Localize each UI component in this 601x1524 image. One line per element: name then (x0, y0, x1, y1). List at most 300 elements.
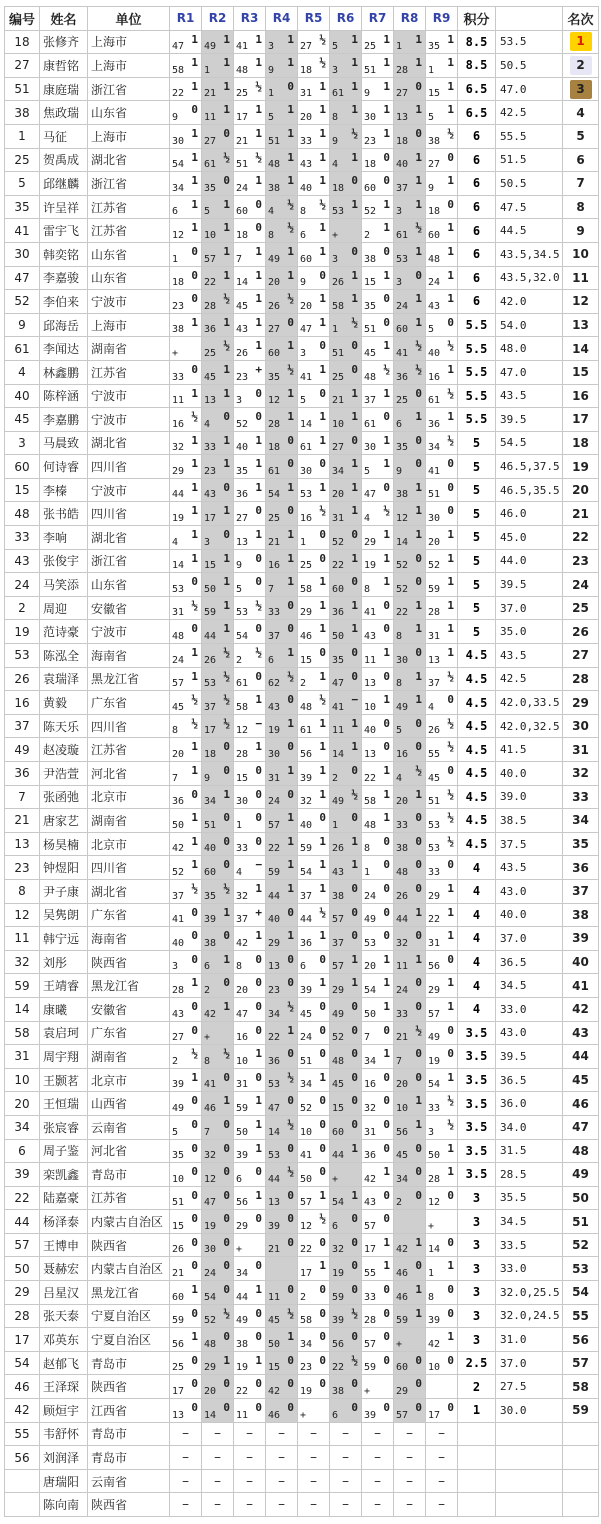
opponent-number: 19 (364, 560, 377, 572)
round-result: 0 (287, 1235, 294, 1249)
player-name: 康庭瑞 (40, 77, 88, 101)
table-row (5, 1304, 599, 1328)
round-result: 1 (319, 716, 326, 730)
opponent-number: 13 (268, 1197, 281, 1209)
player-unit: 湖南省 (88, 809, 170, 833)
player-unit: 内蒙古自治区 (88, 1257, 170, 1281)
round-6-cell (330, 903, 362, 927)
round-result: 0 (319, 999, 326, 1013)
opponent-number: 7 (236, 253, 243, 265)
opponent-number: 11 (236, 1409, 249, 1421)
round-9-cell (426, 1186, 458, 1210)
player-rank: 57 (563, 1351, 599, 1375)
player-tiebreak: 40.0 (496, 762, 563, 786)
round-result: 0 (351, 929, 358, 943)
round-1-cell (170, 573, 202, 597)
round-1-cell (170, 219, 202, 243)
round-result: 0 (255, 1330, 262, 1344)
round-7-cell (362, 1351, 394, 1375)
round-result: 0 (223, 929, 230, 943)
round-2-cell (202, 856, 234, 880)
round-2-cell (202, 478, 234, 502)
round-8-cell (394, 549, 426, 573)
table-row (5, 879, 599, 903)
opponent-number: 19 (172, 513, 185, 525)
round-8-cell (394, 478, 426, 502)
round-7-cell (362, 1281, 394, 1305)
opponent-number: 15 (364, 277, 377, 289)
round-8-cell (394, 431, 426, 455)
opponent-number: + (172, 347, 179, 359)
opponent-number: 29 (396, 1386, 409, 1398)
opponent-number: 6 (300, 961, 307, 973)
player-tiebreak: 32.0,25.5 (496, 1281, 563, 1305)
player-name: 邓英东 (40, 1328, 88, 1352)
round-8-cell (394, 997, 426, 1021)
opponent-number: 25 (172, 1362, 185, 1374)
round-5-cell (298, 266, 330, 290)
round-2-cell (202, 1115, 234, 1139)
round-1-cell (170, 1304, 202, 1328)
round-result: 0 (191, 1188, 198, 1202)
round-5-cell (298, 667, 330, 691)
player-points: 3 (458, 1210, 496, 1234)
player-points: 5 (458, 526, 496, 550)
opponent-number: 18 (204, 749, 217, 760)
opponent-number: 17 (236, 111, 249, 123)
opponent-number: 54 (204, 1291, 217, 1303)
round-result: 1 (255, 32, 262, 46)
player-unit: 山东省 (88, 242, 170, 266)
round-result: ½ (351, 1306, 358, 1320)
player-number: 51 (5, 77, 40, 101)
player-points: 4 (458, 974, 496, 998)
opponent-number: 31 (428, 937, 441, 949)
opponent-number: 8 (364, 843, 371, 855)
opponent-number: 2 (300, 1291, 307, 1303)
round-result: 1 (319, 126, 326, 140)
table-row (5, 431, 599, 455)
player-points: 3 (458, 1328, 496, 1352)
opponent-number: 12 (236, 725, 249, 737)
round-result: 1 (383, 575, 390, 589)
round-result: 0 (383, 150, 390, 164)
player-number: 53 (5, 644, 40, 668)
opponent-number: 56 (332, 1338, 345, 1350)
opponent-number: 12 (268, 395, 281, 407)
opponent-number: 42 (204, 1008, 217, 1020)
round-result: 1 (447, 1165, 454, 1179)
player-tiebreak (496, 1469, 563, 1493)
opponent-number: 61 (204, 159, 217, 171)
round-result: 0 (383, 480, 390, 494)
round-2-cell (202, 30, 234, 54)
round-result: 1 (319, 174, 326, 188)
round-result: 0 (351, 1047, 358, 1061)
round-1-cell (170, 455, 202, 479)
round-3-cell (234, 856, 266, 880)
round-result: 0 (191, 929, 198, 943)
round-result: 0 (287, 1377, 294, 1391)
round-result: 1 (287, 811, 294, 825)
round-7-cell (362, 596, 394, 620)
round-1-cell (170, 691, 202, 715)
round-2-cell (202, 1233, 234, 1257)
absent-dash: − (278, 1427, 285, 1441)
opponent-number: 13 (396, 111, 409, 123)
player-number: 29 (5, 1281, 40, 1305)
player-number: 41 (5, 219, 40, 243)
player-unit: 安徽省 (88, 997, 170, 1021)
round-result: 1 (351, 1188, 358, 1202)
round-result: 0 (223, 1070, 230, 1084)
round-result: 1 (191, 1330, 198, 1344)
round-result: 0 (415, 1070, 422, 1084)
round-2-cell (202, 290, 234, 314)
opponent-number: 33 (300, 135, 313, 147)
round-result: 1 (287, 858, 294, 872)
player-rank: 43 (563, 1021, 599, 1045)
round-result: 1 (287, 103, 294, 117)
round-5-cell (298, 927, 330, 951)
player-name: 马晨致 (40, 431, 88, 455)
round-result: 1 (447, 528, 454, 542)
round-result: 0 (255, 551, 262, 565)
round-7-cell (362, 1469, 394, 1493)
opponent-number: 29 (204, 1362, 217, 1374)
player-number: 8 (5, 879, 40, 903)
round-result: 0 (255, 622, 262, 636)
opponent-number: 13 (204, 395, 217, 407)
round-result: 0 (351, 1212, 358, 1226)
round-result: 0 (351, 1117, 358, 1131)
round-1-cell (170, 1257, 202, 1281)
round-result: 0 (415, 811, 422, 825)
player-points: 4.5 (458, 714, 496, 738)
opponent-number: 51 (172, 1197, 185, 1209)
opponent-number: 10 (300, 1126, 313, 1138)
round-result: 1 (223, 787, 230, 801)
player-name: 马征 (40, 124, 88, 148)
round-result: 0 (287, 1188, 294, 1202)
round-9-cell (426, 360, 458, 384)
round-result: 0 (415, 1259, 422, 1273)
round-result: 1 (191, 646, 198, 660)
round-result: 1 (287, 528, 294, 542)
opponent-number: 9 (428, 182, 435, 194)
round-1-cell (170, 384, 202, 408)
player-name: 张俊宇 (40, 549, 88, 573)
opponent-number: 8 (332, 111, 339, 123)
round-result: 0 (223, 1235, 230, 1249)
player-tiebreak (496, 1446, 563, 1470)
round-result: 0 (383, 1401, 390, 1415)
round-5-cell (298, 1068, 330, 1092)
round-result: 1 (415, 1283, 422, 1297)
player-tiebreak: 43.5,32.0 (496, 266, 563, 290)
round-3-cell (234, 242, 266, 266)
player-tiebreak: 47.0 (496, 360, 563, 384)
opponent-number: 11 (268, 1291, 281, 1303)
opponent-number: 17 (172, 1386, 185, 1398)
round-7-cell (362, 927, 394, 951)
round-result: 0 (287, 1401, 294, 1415)
opponent-number: 34 (268, 1008, 281, 1020)
table-row (5, 785, 599, 809)
round-3-cell (234, 455, 266, 479)
player-tiebreak: 42.5 (496, 101, 563, 125)
round-1-cell (170, 408, 202, 432)
player-name: 范诗豪 (40, 620, 88, 644)
round-3-cell (234, 549, 266, 573)
round-3-cell (234, 101, 266, 125)
round-6-cell (330, 1351, 362, 1375)
round-5-cell (298, 644, 330, 668)
round-result: 0 (191, 268, 198, 282)
round-6-cell (330, 1139, 362, 1163)
round-8-cell (394, 1375, 426, 1399)
table-row (5, 30, 599, 54)
player-number: 54 (5, 1351, 40, 1375)
round-result: ½ (351, 315, 358, 329)
player-unit: 湖北省 (88, 431, 170, 455)
opponent-number: 6 (396, 418, 403, 430)
player-unit: 宁波市 (88, 620, 170, 644)
round-9-cell (426, 738, 458, 762)
round-2-cell (202, 502, 234, 526)
player-number: 31 (5, 1045, 40, 1069)
round-3-cell (234, 1422, 266, 1446)
round-1-cell (170, 526, 202, 550)
player-unit: 江苏省 (88, 195, 170, 219)
round-result: ½ (447, 787, 454, 801)
round-result: 1 (255, 268, 262, 282)
round-1-cell (170, 1092, 202, 1116)
round-2-cell (202, 384, 234, 408)
opponent-number: 4 (236, 866, 243, 878)
round-result: 0 (447, 315, 454, 329)
player-number: 52 (5, 290, 40, 314)
player-tiebreak: 27.5 (496, 1375, 563, 1399)
round-2-cell (202, 620, 234, 644)
opponent-number: 53 (428, 819, 441, 831)
opponent-number: 5 (268, 111, 275, 123)
opponent-number: 19 (204, 1220, 217, 1232)
absent-dash: − (374, 1427, 381, 1441)
opponent-number: 17 (428, 1409, 441, 1421)
player-name: 吕星汉 (40, 1281, 88, 1305)
round-result: 0 (255, 575, 262, 589)
round-7-cell (362, 77, 394, 101)
round-result: 1 (255, 1094, 262, 1108)
opponent-number: 46 (300, 631, 313, 643)
player-rank: 29 (563, 691, 599, 715)
opponent-number: 34 (236, 1268, 249, 1280)
absent-dash: − (278, 1474, 285, 1488)
table-row (5, 1422, 599, 1446)
round-result: 1 (191, 834, 198, 848)
round-result: 1 (415, 1094, 422, 1108)
round-1-cell (170, 124, 202, 148)
round-4-cell (266, 644, 298, 668)
round-result: 1 (319, 669, 326, 683)
opponent-number: 60 (396, 1362, 409, 1374)
round-result: 1 (255, 457, 262, 471)
opponent-number: 25 (204, 347, 217, 359)
round-result: 0 (255, 1306, 262, 1320)
player-number: 30 (5, 242, 40, 266)
round-result: 1 (319, 221, 326, 235)
player-rank: 32 (563, 762, 599, 786)
opponent-number: 39 (300, 984, 313, 996)
player-rank: 27 (563, 644, 599, 668)
opponent-number: 20 (172, 749, 185, 760)
opponent-number: 1 (236, 819, 243, 831)
player-number: 57 (5, 1233, 40, 1257)
round-9-cell (426, 1021, 458, 1045)
table-row (5, 337, 599, 361)
opponent-number: 36 (396, 371, 409, 383)
round-2-cell (202, 1304, 234, 1328)
opponent-number: 41 (300, 371, 313, 383)
player-tiebreak: 43.5 (496, 644, 563, 668)
round-result: 0 (287, 740, 294, 754)
round-7-cell (362, 502, 394, 526)
round-7-cell (362, 1186, 394, 1210)
round-6-cell (330, 714, 362, 738)
round-result: 0 (319, 1094, 326, 1108)
round-result: 1 (255, 1047, 262, 1061)
opponent-number: 6 (300, 229, 307, 241)
round-5-cell (298, 691, 330, 715)
header-name: 姓名 (40, 7, 88, 31)
opponent-number: 26 (268, 300, 281, 312)
player-points: 3.5 (458, 1092, 496, 1116)
round-5-cell (298, 903, 330, 927)
round-result: 1 (351, 197, 358, 211)
round-9-cell (426, 856, 458, 880)
round-result: 0 (415, 433, 422, 447)
opponent-number: 24 (204, 1268, 217, 1280)
round-8-cell (394, 714, 426, 738)
opponent-number: 22 (364, 772, 377, 784)
round-9-cell (426, 455, 458, 479)
round-5-cell (298, 242, 330, 266)
round-result: ½ (447, 834, 454, 848)
round-9-cell (426, 1281, 458, 1305)
opponent-number: 49 (236, 1315, 249, 1327)
player-points: 8.5 (458, 54, 496, 78)
player-number: 44 (5, 1210, 40, 1234)
round-1-cell (170, 1446, 202, 1470)
player-name: 刘润泽 (40, 1446, 88, 1470)
round-result: 0 (223, 1188, 230, 1202)
player-name: 李嘉鹏 (40, 408, 88, 432)
player-unit: 云南省 (88, 1115, 170, 1139)
round-5-cell (298, 195, 330, 219)
round-8-cell (394, 667, 426, 691)
opponent-number: 22 (172, 88, 185, 100)
round-result: 0 (319, 339, 326, 353)
round-result: 0 (191, 1023, 198, 1037)
round-9-cell (426, 644, 458, 668)
round-result: 1 (287, 929, 294, 943)
round-result: 0 (287, 1212, 294, 1226)
round-7-cell (362, 1257, 394, 1281)
round-result: 1 (447, 1070, 454, 1084)
round-result: 0 (383, 410, 390, 424)
round-5-cell (298, 573, 330, 597)
table-row (5, 620, 599, 644)
round-6-cell (330, 77, 362, 101)
round-result: 1 (447, 244, 454, 258)
round-1-cell (170, 738, 202, 762)
player-rank: 36 (563, 856, 599, 880)
opponent-number: 27 (428, 159, 441, 171)
round-result: 1 (223, 103, 230, 117)
round-result: 1 (351, 268, 358, 282)
table-row (5, 266, 599, 290)
round-result: ½ (319, 693, 326, 707)
opponent-number: 59 (236, 1102, 249, 1114)
round-result: 1 (319, 929, 326, 943)
round-3-cell (234, 596, 266, 620)
round-result: 1 (319, 1188, 326, 1202)
player-number: 59 (5, 974, 40, 998)
player-name: 李嘉骏 (40, 266, 88, 290)
round-result: 1 (255, 480, 262, 494)
opponent-number: 22 (300, 1244, 313, 1256)
opponent-number: 24 (268, 796, 281, 808)
round-8-cell (394, 54, 426, 78)
round-result: 1 (351, 834, 358, 848)
player-points: 1 (458, 1399, 496, 1423)
round-7-cell (362, 1328, 394, 1352)
absent-dash: − (342, 1451, 349, 1465)
absent-dash: − (310, 1427, 317, 1441)
round-result: 0 (287, 905, 294, 919)
opponent-number: 40 (300, 819, 313, 831)
round-1-cell (170, 337, 202, 361)
opponent-number: 59 (332, 1291, 345, 1303)
round-3-cell (234, 1399, 266, 1423)
player-tiebreak: 51.5 (496, 148, 563, 172)
player-tiebreak: 36.5 (496, 950, 563, 974)
round-3-cell (234, 1469, 266, 1493)
player-unit: 陕西省 (88, 1233, 170, 1257)
opponent-number: 49 (332, 1008, 345, 1020)
opponent-number: 43 (300, 159, 313, 171)
opponent-number: 15 (428, 88, 441, 100)
round-3-cell (234, 148, 266, 172)
round-result: 1 (287, 881, 294, 895)
round-result: 1 (383, 197, 390, 211)
opponent-number: 38 (396, 843, 409, 855)
opponent-number: 13 (236, 536, 249, 548)
round-6-cell (330, 1115, 362, 1139)
round-result: 1 (383, 56, 390, 70)
player-unit: 安徽省 (88, 596, 170, 620)
player-number: 11 (5, 927, 40, 951)
opponent-number: 32 (364, 1102, 377, 1114)
opponent-number: 47 (364, 489, 377, 501)
round-9-cell (426, 1257, 458, 1281)
opponent-number: + (204, 1032, 211, 1044)
round-8-cell (394, 455, 426, 479)
player-points: 4.5 (458, 809, 496, 833)
player-rank: 9 (563, 219, 599, 243)
round-4-cell (266, 101, 298, 125)
